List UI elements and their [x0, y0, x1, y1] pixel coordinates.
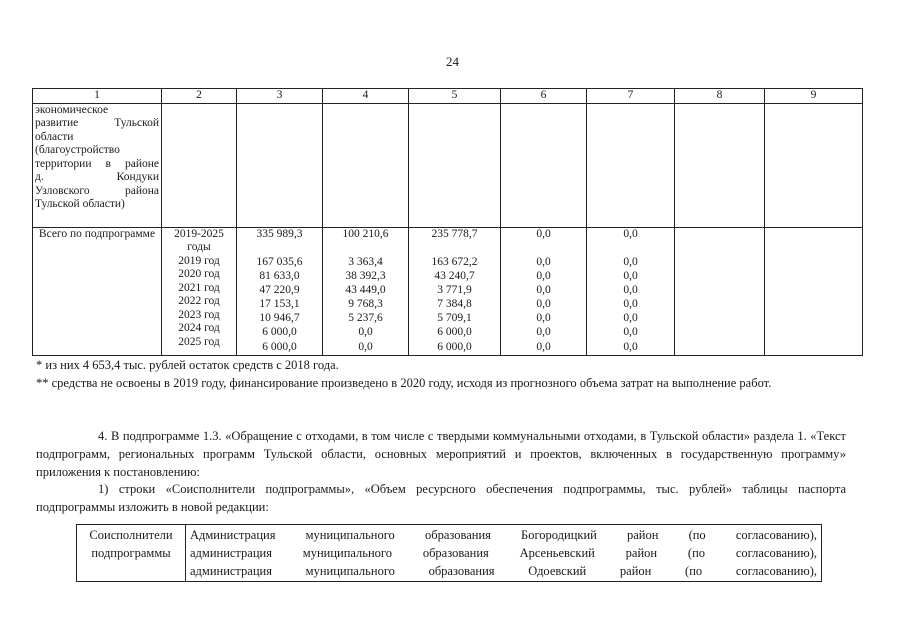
paragraph-item-4: 4. В подпрограмме 1.3. «Обращение с отходами, в том числе с твердыми коммунальными отходами, в Тульской области» раздела 1. «Текст подпрограмм, региональных программ Тульской области, основных мероприятий и проектов, включенных в государственную программу» приложения к постановлению: [36, 429, 846, 479]
value-cell: 17 153,1 [259, 298, 300, 311]
total-label-cell: Всего по подпрограмме [33, 227, 162, 355]
column-header: 9 [765, 89, 863, 104]
value-cell: 0,0 [536, 340, 551, 353]
value-cell: 3 363,4 [348, 255, 383, 268]
budget-table [32, 88, 863, 356]
value-cell: 43 449,0 [345, 283, 386, 296]
period-label: 2019-2025 годы [174, 227, 224, 253]
table-row-total [33, 227, 863, 355]
activity-name-line: Тульской области) [35, 198, 125, 210]
column-header: 3 [237, 89, 323, 104]
col4-values [323, 227, 409, 355]
value-cell: 7 384,8 [437, 298, 472, 311]
period-label: 2019 год [178, 254, 220, 267]
activity-name-line: развитие Тульской [35, 117, 159, 129]
period-label: 2025 год [178, 335, 220, 348]
period-label: 2020 год [178, 268, 220, 280]
col5-values [409, 227, 501, 355]
table-cell [765, 227, 863, 355]
column-header: 1 [33, 89, 162, 104]
footnote-1: * из них 4 653,4 тыс. рублей остаток средств с 2018 года. [36, 358, 339, 372]
value-cell: 6 000,0 [262, 340, 297, 353]
column-header: 2 [162, 89, 237, 104]
table-cell [765, 103, 863, 227]
value-cell: 235 778,7 [431, 227, 478, 240]
activity-name-line: экономическое [35, 103, 109, 116]
table-cell [237, 103, 323, 227]
value-cell: 0,0 [536, 326, 551, 339]
value-cell: 0,0 [623, 269, 638, 282]
value-cell: 0,0 [536, 269, 551, 282]
value-cell: 0,0 [623, 298, 638, 311]
column-header: 5 [409, 89, 501, 104]
value-cell: 0,0 [536, 312, 551, 325]
activity-name-line: территории в районе [35, 157, 159, 170]
table-row [33, 103, 863, 227]
value-cell: 9 768,3 [348, 298, 383, 311]
value-cell: 47 220,9 [259, 283, 300, 296]
value-cell: 10 946,7 [259, 312, 300, 325]
activity-name-line: Узловского района [35, 184, 159, 197]
activity-name-line: д. Кондуки [35, 171, 159, 183]
page-number: 24 [446, 54, 459, 69]
value-cell: 6 000,0 [262, 326, 297, 339]
activity-name-line: (благоустройство [35, 144, 120, 156]
value-cell: 5 237,6 [348, 312, 383, 325]
value-cell: 0,0 [623, 312, 638, 325]
value-cell: 38 392,3 [345, 269, 386, 282]
table-cell [675, 227, 765, 355]
paragraph-subitem-1: 1) строки «Соисполнители подпрограммы», «Объем ресурсного обеспечения подпрограммы, тыс. рублей» таблицы паспорта подпрограммы изложить в новой редакции: [36, 482, 846, 514]
col3-values [237, 227, 323, 355]
period-label: 2024 год [178, 322, 220, 334]
value-cell: 0,0 [358, 340, 373, 353]
value-cell: 6 000,0 [437, 326, 472, 339]
col7-values [587, 227, 675, 355]
passport-label-cell: Соисполнители подпрограммы [77, 525, 186, 582]
period-cell [162, 227, 237, 355]
column-header: 4 [323, 89, 409, 104]
passport-line: администрация муниципального образования Одоевский район (по согласованию), [190, 564, 817, 578]
value-cell: 0,0 [536, 227, 551, 240]
column-header: 6 [501, 89, 587, 104]
value-cell: 163 672,2 [431, 255, 478, 268]
column-header: 7 [587, 89, 675, 104]
column-header: 8 [675, 89, 765, 104]
value-cell: 0,0 [623, 227, 638, 240]
activity-name-cell [33, 103, 162, 227]
table-cell [675, 103, 765, 227]
activity-name-line: области [35, 130, 74, 143]
passport-line: Администрация муниципального образования Богородицкий район (по согласованию), [190, 528, 817, 542]
value-cell: 0,0 [623, 326, 638, 339]
passport-table [76, 524, 822, 582]
value-cell: 335 989,3 [256, 227, 303, 240]
table-row [77, 525, 822, 582]
col6-values [501, 227, 587, 355]
value-cell: 3 771,9 [437, 283, 472, 296]
value-cell: 0,0 [536, 255, 551, 268]
value-cell: 0,0 [623, 340, 638, 353]
value-cell: 167 035,6 [256, 255, 303, 268]
table-cell [587, 103, 675, 227]
value-cell: 0,0 [623, 283, 638, 296]
passport-line: администрация муниципального образования Арсеньевский район (по согласованию), [190, 546, 817, 560]
value-cell: 6 000,0 [437, 340, 472, 353]
period-label: 2021 год [178, 281, 220, 294]
value-cell: 0,0 [536, 283, 551, 296]
value-cell: 5 709,1 [437, 312, 472, 325]
footnote-2: ** средства не освоены в 2019 году, финансирование произведено в 2020 году, исходя из прогнозного объема затрат на выполнение работ. [36, 376, 772, 390]
table-cell [323, 103, 409, 227]
value-cell: 0,0 [623, 255, 638, 268]
value-cell: 0,0 [536, 298, 551, 311]
passport-value-cell [186, 525, 822, 582]
table-header-row [33, 89, 863, 104]
period-label: 2023 год [178, 308, 220, 321]
table-cell [409, 103, 501, 227]
value-cell: 43 240,7 [434, 269, 475, 282]
period-label: 2022 год [178, 295, 220, 307]
table-cell [501, 103, 587, 227]
value-cell: 0,0 [358, 326, 373, 339]
table-cell [162, 103, 237, 227]
value-cell: 100 210,6 [342, 227, 389, 240]
page-bottom-mask [0, 582, 905, 640]
value-cell: 81 633,0 [259, 269, 300, 282]
